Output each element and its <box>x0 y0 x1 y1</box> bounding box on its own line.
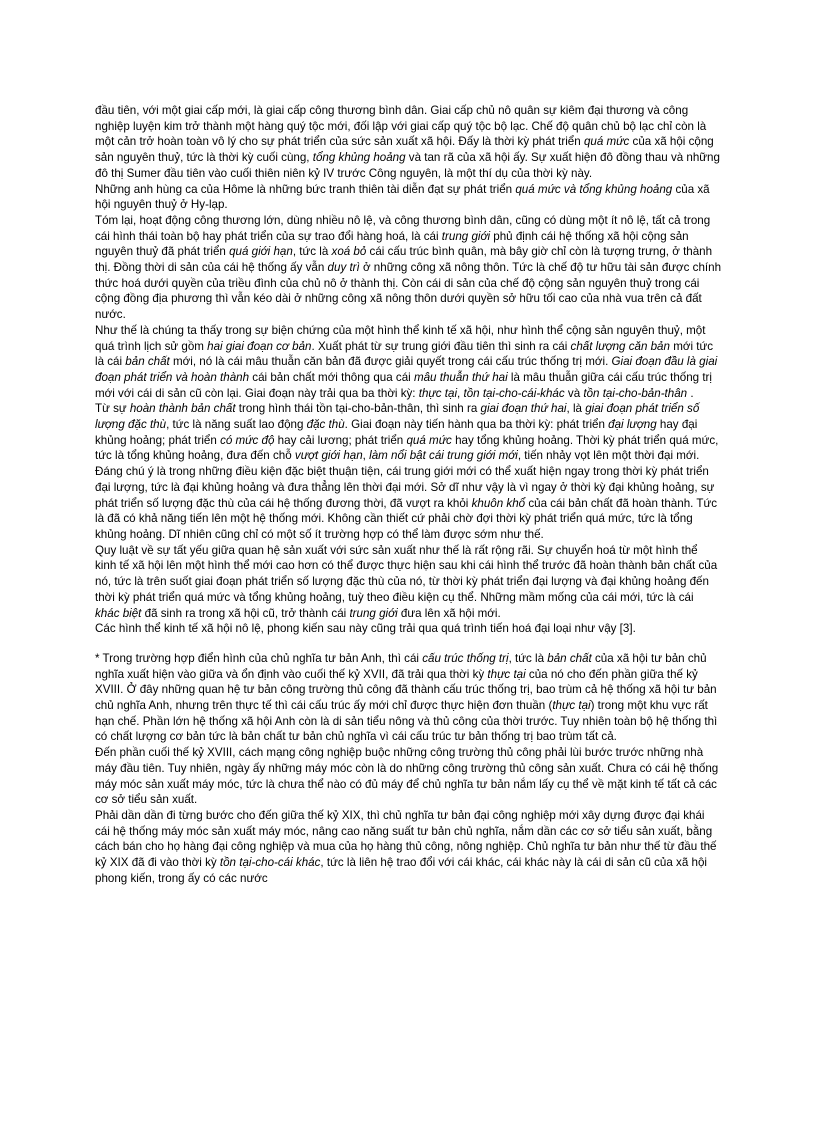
text-run: , tức là <box>292 245 332 259</box>
emphasis-text: đặc thù <box>306 418 345 432</box>
text-run: cái bản chất mới thông qua cái <box>249 370 414 384</box>
emphasis-text: vượt giới hạn <box>294 449 363 463</box>
text-run: phủ định cái hệ thống xã hội cộng sản nguyên thuỷ đã phát triển <box>95 229 689 259</box>
text-run: . Xuất phát từ sự trung giới đầu tiên thì sinh ra cái <box>311 339 571 353</box>
emphasis-text: khuôn khổ <box>471 496 526 510</box>
emphasis-text: trung giới <box>349 606 398 620</box>
emphasis-text: quá mức và tổng khủng hoảng <box>515 182 673 196</box>
text-run: , là <box>566 402 586 416</box>
text-run: hay tổng khủng hoảng. Thời kỳ phát triển quá mức, tức là tổng khủng hoảng, đưa đến chỗ <box>95 433 719 463</box>
emphasis-text: quá mức <box>406 433 452 447</box>
emphasis-text: trung giới <box>441 229 491 243</box>
text-run: Tóm lại, hoạt động công thương lớn, dùng nhiều nô lệ, và công thương bình dân, cũng có dùng một ít nô lệ, tất cả trong cái hình thái toàn bộ hay phát triển của sự trao đổi hàng hoá, là cái <box>95 213 711 243</box>
emphasis-text: quá giới hạn <box>229 245 293 259</box>
text-run: hay cải lương; phát triển <box>274 433 407 447</box>
text-run: Phải dần dần đi từng bước cho đến giữa thế kỷ XIX, thì chủ nghĩa tư bản đại công nghiệp mới xây dựng được đại khái cái hệ thống máy móc sản xuất máy móc, nâng cao năng suất tư bản chủ nghĩa, nắm dần các cơ sở tiểu sản xuất, bằng cách bán cho họ hàng đại công nghiệp và mua của họ hàng thủ công, nông nghiệp. Chủ nghĩa tư bản như thế từ đầu thế kỷ XIX đã đi vào thời kỳ <box>95 808 717 870</box>
text-run: trong hình thái tồn tại-cho-bản-thân, thì sinh ra <box>235 402 481 416</box>
text-run: của nó cho đến phần giữa thế kỷ XVIII. Ở đây những quan hệ tư bản công trường thủ công đã thành cấu trúc thống trị, bao trùm cả hệ thống xã hội tư bản chủ nghĩa Anh, nhưng trên thực tế thì cái cấu trúc ấy mới chỉ được thực hiện đơn thuần ( <box>95 667 717 713</box>
emphasis-text: thực tại <box>552 699 591 713</box>
text-run: . Giai đoạn này tiến hành qua ba thời kỳ: phát triển <box>344 418 609 432</box>
emphasis-text: tổng khủng hoảng <box>312 151 406 165</box>
paragraph-8 <box>95 621 721 637</box>
text-run: * Trong trường hợp điển hình của chủ nghĩa tư bản Anh, thì cái <box>95 651 423 665</box>
text-run: đầu tiên, với một giai cấp mới, là giai cấp công thương bình dân. Giai cấp chủ nô quân sự kiêm đại thương và công nghiệp luyện kim trở thành một hàng quý tộc mới, đối lập với giai cấp quý tộc bộ lạc. Chế độ quân chủ bộ lạc chỉ còn là một cản trở hoàn toàn vô lý cho sự phát triển của sức sản xuất xã hội. Đấy là thời kỳ phát triển <box>95 104 707 149</box>
emphasis-text: quá mức <box>583 135 630 149</box>
text-run: Từ sự <box>95 402 130 416</box>
text-run: đã sinh ra trong xã hội cũ, trở thành cái <box>141 606 350 620</box>
text-run: hay đại khủng hoảng; phát triển <box>95 418 698 447</box>
text-run: ở những công xã nông thôn. Tức là chế độ tư hữu tài sản được chính thức hoá dưới quyền của triều đình của chủ nô ở thành thị. Còn cái di sản của chế độ cộng sản nguyên thuỷ trong cái cộng đồng địa phương thì vẫn kéo dài ở những công xã nông thôn dưới quyền sở hữu tối cao của nhà vua trên cả đất nước. <box>95 261 722 322</box>
emphasis-text: khác biệt <box>95 606 142 620</box>
text-run: của xã hội cộng sản nguyên thuỷ, tức là thời kỳ cuối cùng, <box>95 135 714 165</box>
emphasis-text: Giai đoạn đầu là giai đoạn phát triển và hoàn thành <box>95 355 718 384</box>
paragraph-6 <box>95 464 721 543</box>
emphasis-text: giai đoạn thứ hai <box>480 402 567 416</box>
text-run: đưa lên xã hội mới. <box>397 606 501 620</box>
emphasis-text: bản chất <box>125 355 170 369</box>
section-gap <box>95 637 721 651</box>
paragraph-7 <box>95 543 721 622</box>
emphasis-text: hoàn thành bản chất <box>129 402 236 416</box>
emphasis-text: bản chất <box>547 651 592 665</box>
text-run: và <box>564 386 584 400</box>
text-run: Những anh hùng ca của Hôme là những bức tranh thiên tài diễn đạt sự phát triển <box>95 182 516 196</box>
text-run: , tiến nhảy vọt lên một thời đại mới. <box>517 449 700 463</box>
text-run: , <box>457 386 464 400</box>
text-run: của cái bản chất đã hoàn thành. Tức là đã có khả năng tiến lên một hệ thống mới. Không cần thiết cứ phải chờ đợi thời kỳ phát triển quá mức, tức là tổng khủng hoảng. Dĩ nhiên cũng chỉ có một số ít trường hợp có thể làm được sớm như thế. <box>95 496 718 541</box>
text-run: ) trong một khu vực rất hạn chế. Phần lớn hệ thống xã hội Anh còn là di sản tiểu nông và thủ công của thời trước. Tuy nhiên toàn bộ hệ thống thì có chất lượng cơ bản tức là bản chất tư bản chủ nghĩa vì cái cấu trúc tư bản thống trị bao trùm tất cả. <box>95 699 718 744</box>
emphasis-text: cấu trúc thống trị <box>422 651 509 665</box>
text-run: Quy luật về sự tất yếu giữa quan hệ sản xuất với sức sản xuất như thế là rất rộng rãi. Sự chuyển hoá từ một hình thể kinh tế xã hội lên một hình thể mới cao hơn có thể được thực hiện sau khi cái hình thể trước đã hoàn thành bản chất của nó, tức là trên suốt giai đoạn phát triển số lượng đặc thù của nó, từ thời kỳ phát triển đại lượng và đại khủng hoảng đến thời kỳ phát triển quá mức và tổng khủng hoảng, tuỳ theo điều kiện cụ thể. Những mầm mống của cái mới, tức là cái <box>95 543 718 604</box>
text-run: mới tức là cái <box>95 339 714 369</box>
emphasis-text: thực tại <box>418 386 458 400</box>
paragraph-3 <box>95 213 721 323</box>
paragraph-1 <box>95 103 721 182</box>
paragraph-10 <box>95 745 721 808</box>
emphasis-text: mâu thuẫn thứ hai <box>413 370 508 384</box>
emphasis-text: hai giai đoạn cơ bản <box>207 339 312 353</box>
paragraph-2 <box>95 182 721 213</box>
paragraph-4 <box>95 323 721 402</box>
text-run: mới, nó là cái mâu thuẫn căn bản đã được giải quyết trong cái cấu trúc thống trị mới. <box>169 355 612 369</box>
paragraph-9 <box>95 651 721 745</box>
text-run: , tức là năng suất lao động <box>166 418 307 432</box>
text-run: . <box>687 386 694 400</box>
paragraph-11 <box>95 808 721 887</box>
text-run: và tan rã của xã hội ấy. Sự xuất hiện đô đồng thau và những đô thị Sumer đầu tiên vào cuối thiên niên kỷ IV trước Công nguyên, là một thí dụ của thời kỳ này. <box>95 151 720 180</box>
text-run: của xã hội tư bản chủ nghĩa xuất hiện vào giữa và ổn định vào cuối thế kỷ XVII, đã trải qua thời kỳ <box>95 651 707 681</box>
emphasis-text: tồn tại-cho-cái khác <box>219 856 321 870</box>
emphasis-text: xoá bỏ <box>331 245 367 259</box>
text-run: cái cấu trúc bình quân, mà bây giờ chỉ còn là tượng trưng, ở thành thị. Đồng thời di sản của cái hệ thống ấy vẫn <box>95 245 713 275</box>
text-run: , <box>362 449 370 463</box>
emphasis-text: tồn tại-cho-bản-thân <box>583 386 688 400</box>
emphasis-text: chất lượng căn bản <box>570 339 670 353</box>
text-run: Đáng chú ý là trong những điều kiện đặc biệt thuận tiện, cái trung giới mới có thể xuất hiện ngay trong thời kỳ phát triển đại lượng, tức là đại khủng hoảng và đưa thẳng lên thời đại mới. Sở dĩ như vậy là vì ngay ở thời kỳ đại khủng hoảng, sự phát triển số lượng đặc thù của cái hệ thống đương thời, đã vượt ra khỏi <box>95 465 715 510</box>
emphasis-text: tồn tại-cho-cái-khác <box>463 386 565 400</box>
text-run: của xã hội nguyên thuỷ ở Hy-lạp. <box>95 182 710 212</box>
text-run: Như thế là chúng ta thấy trong sự biện chứng của một hình thể kinh tế xã hội, như hình thể cộng sản nguyên thuỷ, một quá trình lịch sử gồm <box>95 323 706 353</box>
emphasis-text: thực tại <box>487 667 526 681</box>
document-page <box>95 103 721 886</box>
paragraph-5 <box>95 401 721 464</box>
text-run: Đến phần cuối thế kỷ XVIII, cách mạng công nghiệp buộc những công trường thủ công phải lùi bước trước những nhà máy đầu tiên. Tuy nhiên, ngày ấy những máy móc còn là do những công trường thủ công sản xuất. Chưa có cái hệ thống máy móc sản xuất máy móc, tức là chưa thể nào có đủ máy để chủ nghĩa tư bản nắm lấy cụ thể về mặt kinh tế tất cả các cơ sở tiểu sản xuất. <box>95 746 719 807</box>
emphasis-text: đại lượng <box>608 418 657 432</box>
text-run: , tức là <box>508 651 548 665</box>
emphasis-text: có mức độ <box>220 433 275 447</box>
text-run: là mâu thuẫn giữa cái cấu trúc thống trị mới với cái di sản cũ còn lại. Giai đoạn này trải qua ba thời kỳ: <box>95 370 712 400</box>
emphasis-text: duy trì <box>327 261 360 275</box>
emphasis-text: giai đoạn phát triển số lượng đặc thù <box>95 402 700 432</box>
text-run: , tức là liên hệ trao đổi với cái khác, cái khác này là cái di sản cũ của xã hội phong kiến, trong ấy có các nước <box>95 856 707 885</box>
emphasis-text: làm nổi bật cái trung giới mới <box>369 449 518 463</box>
text-run: Các hình thể kinh tế xã hội nô lệ, phong kiến sau này cũng trải qua quá trình tiến hoá đại loại như vậy [3]. <box>95 622 636 636</box>
